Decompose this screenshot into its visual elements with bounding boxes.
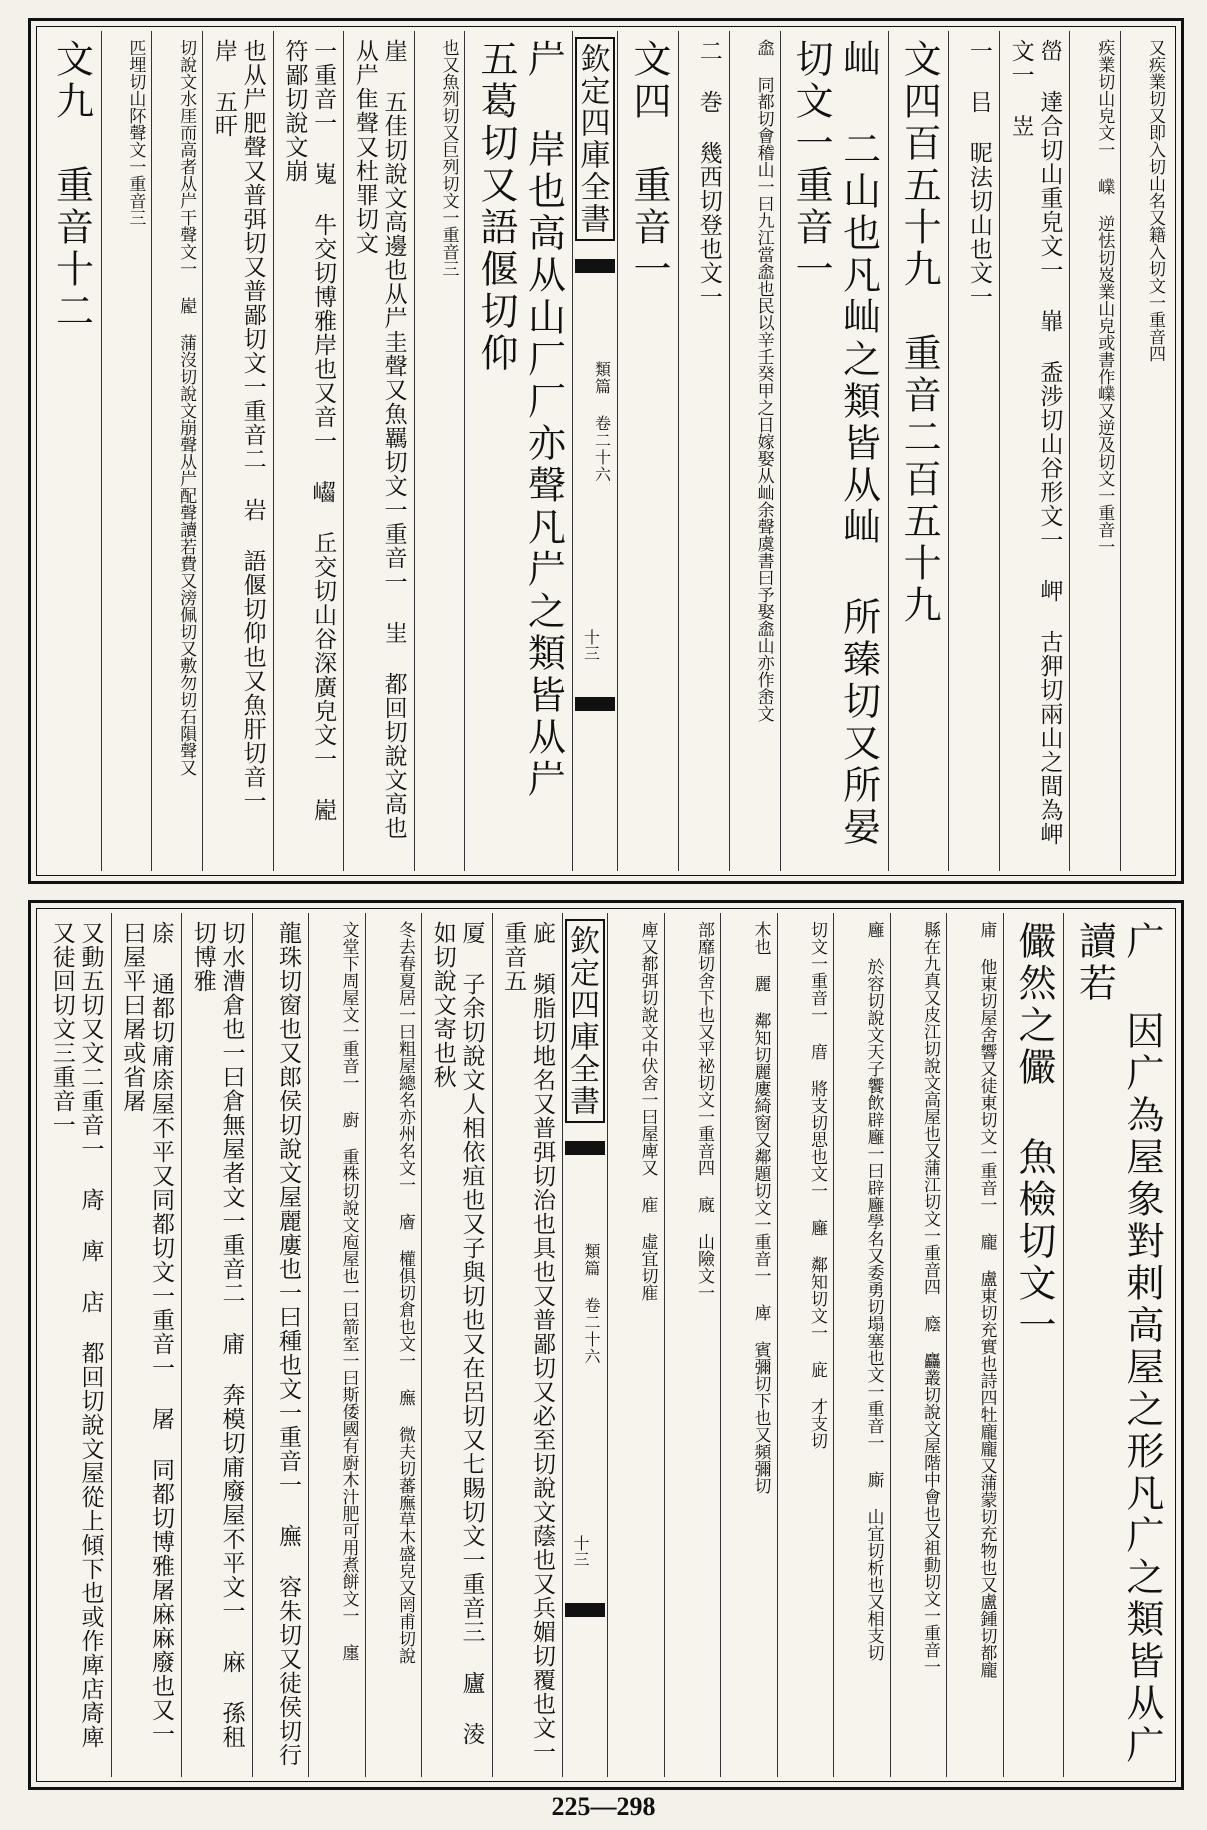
text-column	[948, 31, 999, 871]
text-column	[607, 913, 664, 1777]
spine-title: 欽定四庫全書	[575, 37, 615, 241]
text-column	[1063, 913, 1171, 1777]
column-text: 也又魚列切又巨列切文一重音三	[438, 39, 459, 277]
text-column	[664, 913, 721, 1777]
text-column	[1120, 31, 1171, 871]
spine-leaf-number: 十三	[571, 1535, 590, 1567]
text-column	[308, 913, 365, 1777]
column-text: 屾 二山也凡屾之類皆从屾 所臻切又所晏切文一重音一	[789, 39, 881, 849]
text-column	[41, 31, 101, 871]
column-text: 部靡切舍下也又平祕切文一重音四 廐 山險文一	[694, 921, 714, 1301]
column-text: 匹埋切山阫聲文一重音三	[125, 39, 146, 226]
text-column	[343, 31, 414, 871]
column-text: 木也 麗 鄰知切麗廔綺窗又鄰題切文一重音一 庳 賓彌切下也又頻彌切	[750, 921, 771, 1494]
column-text: 縣在九真又皮江切說文高屋也又蒲江切文一重音四 廕 麤叢切說文屋階中會也又祖動切文一重音一	[920, 921, 940, 1675]
text-column	[1003, 913, 1064, 1777]
text-column	[273, 31, 344, 871]
column-text: 庯 他東切屋舍響又徒東切文一重音一 龐 盧東切充實也詩四牡龐龐又蒲蒙切充物也又盧鍾切都龐	[976, 921, 997, 1678]
column-text: 文四 重音一	[626, 39, 671, 291]
text-column	[464, 31, 572, 871]
column-text: 龍珠切窗也又郎侯切說文屋麗廔也一曰種也文一重音一 廡 容朱切又徒侯切行	[275, 921, 301, 1767]
text-column	[41, 913, 111, 1777]
fish-tail-mark	[575, 259, 615, 273]
text-column	[720, 913, 777, 1777]
column-text: 庩 通都切庯庩屋不平又同都切文一重音一 屠 同都切博雅屠麻麻廢也又一曰屋平曰屠或省屠	[119, 921, 174, 1746]
column-text: 嵤 達合切山重皃文一 㠑 盉涉切山谷形文一 岬 古狎切兩山之間為岬文一 岦	[1007, 39, 1063, 846]
text-column	[414, 31, 465, 871]
column-text: 文堂下周屋文一重音一 廚 重株切說文庖屋也一曰箭室一曰斯倭國有廚木汁肥可用煮餅文一 廛	[338, 921, 359, 1661]
text-column	[111, 913, 182, 1777]
text-column	[617, 31, 678, 871]
column-text: 又疾業切又即入切山名又籍入切文一重音四	[1145, 39, 1165, 362]
text-column	[151, 31, 202, 871]
text-column	[252, 913, 309, 1777]
column-text: 一 㠯 昵法切山也文一	[965, 39, 992, 309]
bottom-page-columns	[41, 913, 1171, 1777]
top-page-columns	[41, 31, 1171, 871]
text-column	[181, 913, 252, 1777]
fish-tail-mark	[575, 697, 615, 711]
text-column	[421, 913, 492, 1777]
text-column	[202, 31, 273, 871]
spine-leaf-number: 十三	[581, 629, 601, 661]
column-text: 冬去春夏居一曰粗屋總名亦州名文一 廥 權俱切倉也文一 廡 微夫切蕃廡草木盛皃又罔甫切說	[395, 921, 415, 1664]
text-column	[101, 31, 152, 871]
text-column	[492, 913, 563, 1777]
spine-title: 欽定四庫全書	[565, 919, 605, 1123]
column-text: 儼然之儼 魚檢切文一	[1012, 921, 1056, 1347]
text-column	[833, 913, 890, 1777]
column-text: 也从屵肥聲又普弭切又普鄙切文一重音二 岩 語偃切仰也又魚肝切音一 岸 五旰	[210, 39, 266, 840]
text-column	[678, 31, 729, 871]
text-column	[888, 31, 949, 871]
column-text: 文四百五十九 重音二百五十九	[897, 39, 942, 627]
column-text: 嵞 同都切會稽山一曰九江當嵞也民以辛壬癸甲之日嫁娶从屾余聲虞書曰予娶嵞山亦作峹文	[753, 39, 774, 722]
column-text: 厦 子余切說文人相依疽也又子與切也又在呂切又七賜切文一重音三 廬 淩如切說文寄也秋	[429, 921, 485, 1746]
text-column	[780, 31, 888, 871]
page-spine	[572, 31, 617, 871]
column-text: 切水漕倉也一曰倉無屋者文一重音二 庯 奔模切庯廢屋不平文一 麻 孫租切博雅	[189, 921, 245, 1749]
fish-tail-mark	[565, 1603, 605, 1617]
column-text: 疾業切山皃文一 嶫 逆怯切岌業山皃或書作嶫又逆及切文一重音一	[1094, 39, 1115, 555]
column-text: 又動五切又文二重音一 㢊 庳 店 都回切說文屋從上傾下也或作庳店㢊庳又徒回切文三重音一	[48, 921, 104, 1749]
text-column	[946, 913, 1003, 1777]
spine-volume: 類篇 卷二十六	[592, 361, 612, 483]
column-text: 切說文水厓而高者从屵干聲文一 嶏 蒲沒切說文崩聲从屵配聲讀若費又滂佩切又敷勿切石隕聲又	[176, 39, 197, 776]
text-column	[999, 31, 1070, 871]
column-text: 庛 頻脂切地名又普弭切治也具也又普鄙切又必至切說文蔭也又兵媚切覆也文一重音五	[500, 921, 555, 1764]
text-column	[777, 913, 834, 1777]
column-text: 切文一重音一 庴 將支切思也文一 廱 鄰知切文一 庛 才支切	[807, 921, 827, 1449]
column-text: 二 巻 幾西切登也文一	[695, 39, 722, 309]
spine-volume: 類篇 卷二十六	[582, 1243, 601, 1365]
page-spine	[562, 913, 607, 1777]
column-text: 文九 重音十二	[49, 39, 94, 333]
text-column	[890, 913, 947, 1777]
fish-tail-mark	[565, 1141, 605, 1155]
column-text: 一重音一 嵬 牛交切博雅岸也又音一 𡿖 丘交切山谷深廣皃文一 嶏 符鄙切說文崩	[281, 39, 337, 849]
text-column	[729, 31, 780, 871]
bottom-page-panel	[28, 900, 1184, 1790]
column-text: 屵 岸也高从山厂厂亦聲凡屵之類皆从屵 五葛切又語偃切仰	[473, 39, 566, 849]
top-page-panel	[28, 18, 1184, 884]
column-text: 庳又都弭切說文中伏舍一曰屋庳又 㢈 虛宜切㢈	[637, 921, 658, 1301]
text-column	[365, 913, 422, 1777]
column-text: 崖 五佳切說文高邊也从屵圭聲又魚羈切文一重音一 㞷 都回切說文高也从屵隹聲又杜罪切文	[351, 39, 407, 840]
column-text: 廱 於容切說文天子饗飲辟廱一曰辟廱學名又委勇切塌塞也文一重音一 廝 山宜切析也又相支切	[863, 921, 884, 1661]
column-text: 广 因广為屋象對剌高屋之形凡广之類皆从广讀若	[1072, 921, 1164, 1767]
page-number: 225—298	[551, 1792, 656, 1821]
text-column	[1069, 31, 1120, 871]
